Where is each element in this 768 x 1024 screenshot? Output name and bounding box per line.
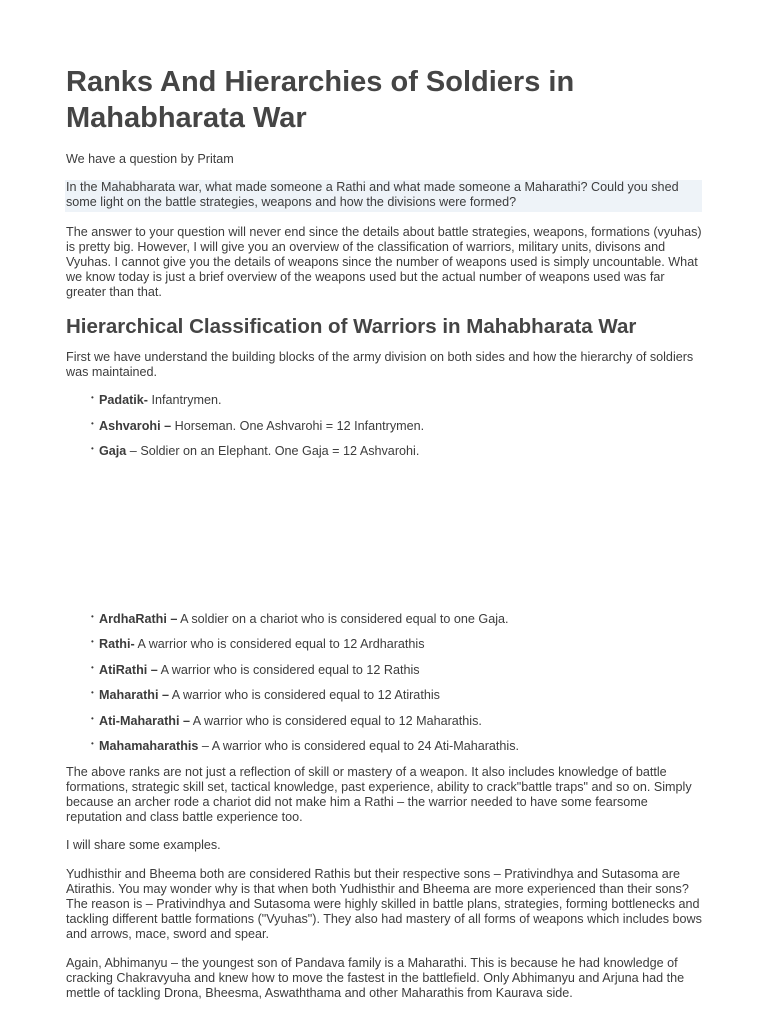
- question-quote: In the Mahabharata war, what made someone a Rathi and what made someone a Maharathi? Could you shed some light on the battle strategies, weapons and how the divisions were formed?: [65, 180, 702, 211]
- examples-paragraph: I will share some examples.: [66, 838, 221, 853]
- list-item: [92, 393, 702, 408]
- bullet-icon: •: [91, 418, 94, 428]
- section-intro: First we have understand the building blocks of the army division on both sides and how the hierarchy of soldiers was maintained.: [66, 349, 694, 379]
- bullet-icon: •: [91, 393, 94, 403]
- list-item-desc: A warrior who is considered equal to 12 Atirathis: [169, 688, 440, 703]
- bullet-icon: •: [91, 739, 94, 749]
- document-page: [66, 64, 702, 1014]
- list-item-term: Padatik-: [99, 393, 148, 408]
- bullet-icon: •: [91, 637, 94, 647]
- list-item: [92, 444, 702, 459]
- list-item-desc: A warrior who is considered equal to 12 Ardharathis: [134, 637, 425, 652]
- list-item-term: Maharathi –: [99, 688, 169, 703]
- list-item-desc: A warrior who is considered equal to 12 Maharathis.: [189, 713, 482, 728]
- list-item-desc: Infantrymen.: [148, 393, 222, 408]
- list-item-term: Ashvarohi –: [99, 418, 172, 433]
- page-title: Ranks And Hierarchies of Soldiers in Mahabharata War: [66, 66, 575, 134]
- list-item: [92, 688, 702, 703]
- list-item: [92, 419, 702, 434]
- bullet-icon: •: [91, 688, 94, 698]
- list-item-term: Rathi-: [99, 637, 135, 652]
- units-list: [66, 393, 702, 459]
- list-item-desc: Horseman. One Ashvarohi = 12 Infantrymen.: [171, 418, 425, 433]
- list-item-term: AtiRathi –: [99, 662, 158, 677]
- list-item: [92, 714, 702, 729]
- list-item-desc: A warrior who is considered equal to 12 Rathis: [157, 662, 420, 677]
- list-item-term: Ati-Maharathi –: [99, 713, 190, 728]
- list-item-desc: – Soldier on an Elephant. One Gaja = 12 Ashvarohi.: [126, 444, 420, 459]
- abhimanyu-paragraph: Again, Abhimanyu – the youngest son of Pandava family is a Maharathi. This is because he had knowledge of cracking Chakravyuha and knew how to move the fastest in the battlefield. Only Abhimanyu and Arjuna had the mettle of tackling Drona, Bheesma, Aswaththama and other Maharathis from Kaurava side.: [66, 955, 685, 1000]
- list-item-term: Gaja: [99, 444, 127, 459]
- list-item: [92, 637, 702, 652]
- list-item: [92, 739, 702, 754]
- bullet-icon: •: [91, 444, 94, 454]
- bullet-icon: •: [91, 713, 94, 723]
- list-item-desc: – A warrior who is considered equal to 24 Ati-Maharathis.: [198, 739, 520, 754]
- bullet-icon: •: [91, 611, 94, 621]
- ranks-list: [66, 612, 702, 755]
- list-item: [92, 663, 702, 678]
- list-item: [92, 612, 702, 627]
- section-heading: Hierarchical Classification of Warriors in Mahabharata War: [66, 314, 637, 338]
- intro-text: We have a question by Pritam: [66, 152, 234, 166]
- answer-paragraph: The answer to your question will never end since the details about battle strategies, weapons, formations (vyuhas) is pretty big. However, I will give you an overview of the classification of warriors, military units, divisons and Vyuhas. I cannot give you the details of weapons since the number of weapons used is simply uncountable. What we know today is just a brief overview of the weapons used but the actual number of weapons used was far greater than that.: [66, 224, 702, 300]
- list-item-term: ArdhaRathi –: [99, 611, 178, 626]
- ranks-paragraph: The above ranks are not just a reflection of skill or mastery of a weapon. It also includes knowledge of battle formations, strategic skill set, tactical knowledge, past experience, ability to crack"battle traps" and so on. Simply because an archer rode a chariot did not make him a Rathi – the warrior needed to have some fearsome reputation and class battle experience too.: [66, 764, 692, 825]
- image-placeholder-space: [66, 470, 702, 612]
- list-item-term: Mahamaharathis: [99, 739, 199, 754]
- bullet-icon: •: [91, 662, 94, 672]
- yudhisthir-paragraph: Yudhisthir and Bheema both are considered Rathis but their respective sons – Prativindhya and Sutasoma are Atirathis. You may wonder why is that when both Yudhisthir and Bheema are more experienced than their sons? The reason is – Prativindhya and Sutasoma were highly skilled in battle plans, strategies, forming bottlenecks and tackling different battle formations ("Vyuhas"). They also had mastery of all forms of weapons which includes bows and arrows, mace, sword and spear.: [66, 866, 702, 942]
- list-item-desc: A soldier on a chariot who is considered equal to one Gaja.: [177, 611, 509, 626]
